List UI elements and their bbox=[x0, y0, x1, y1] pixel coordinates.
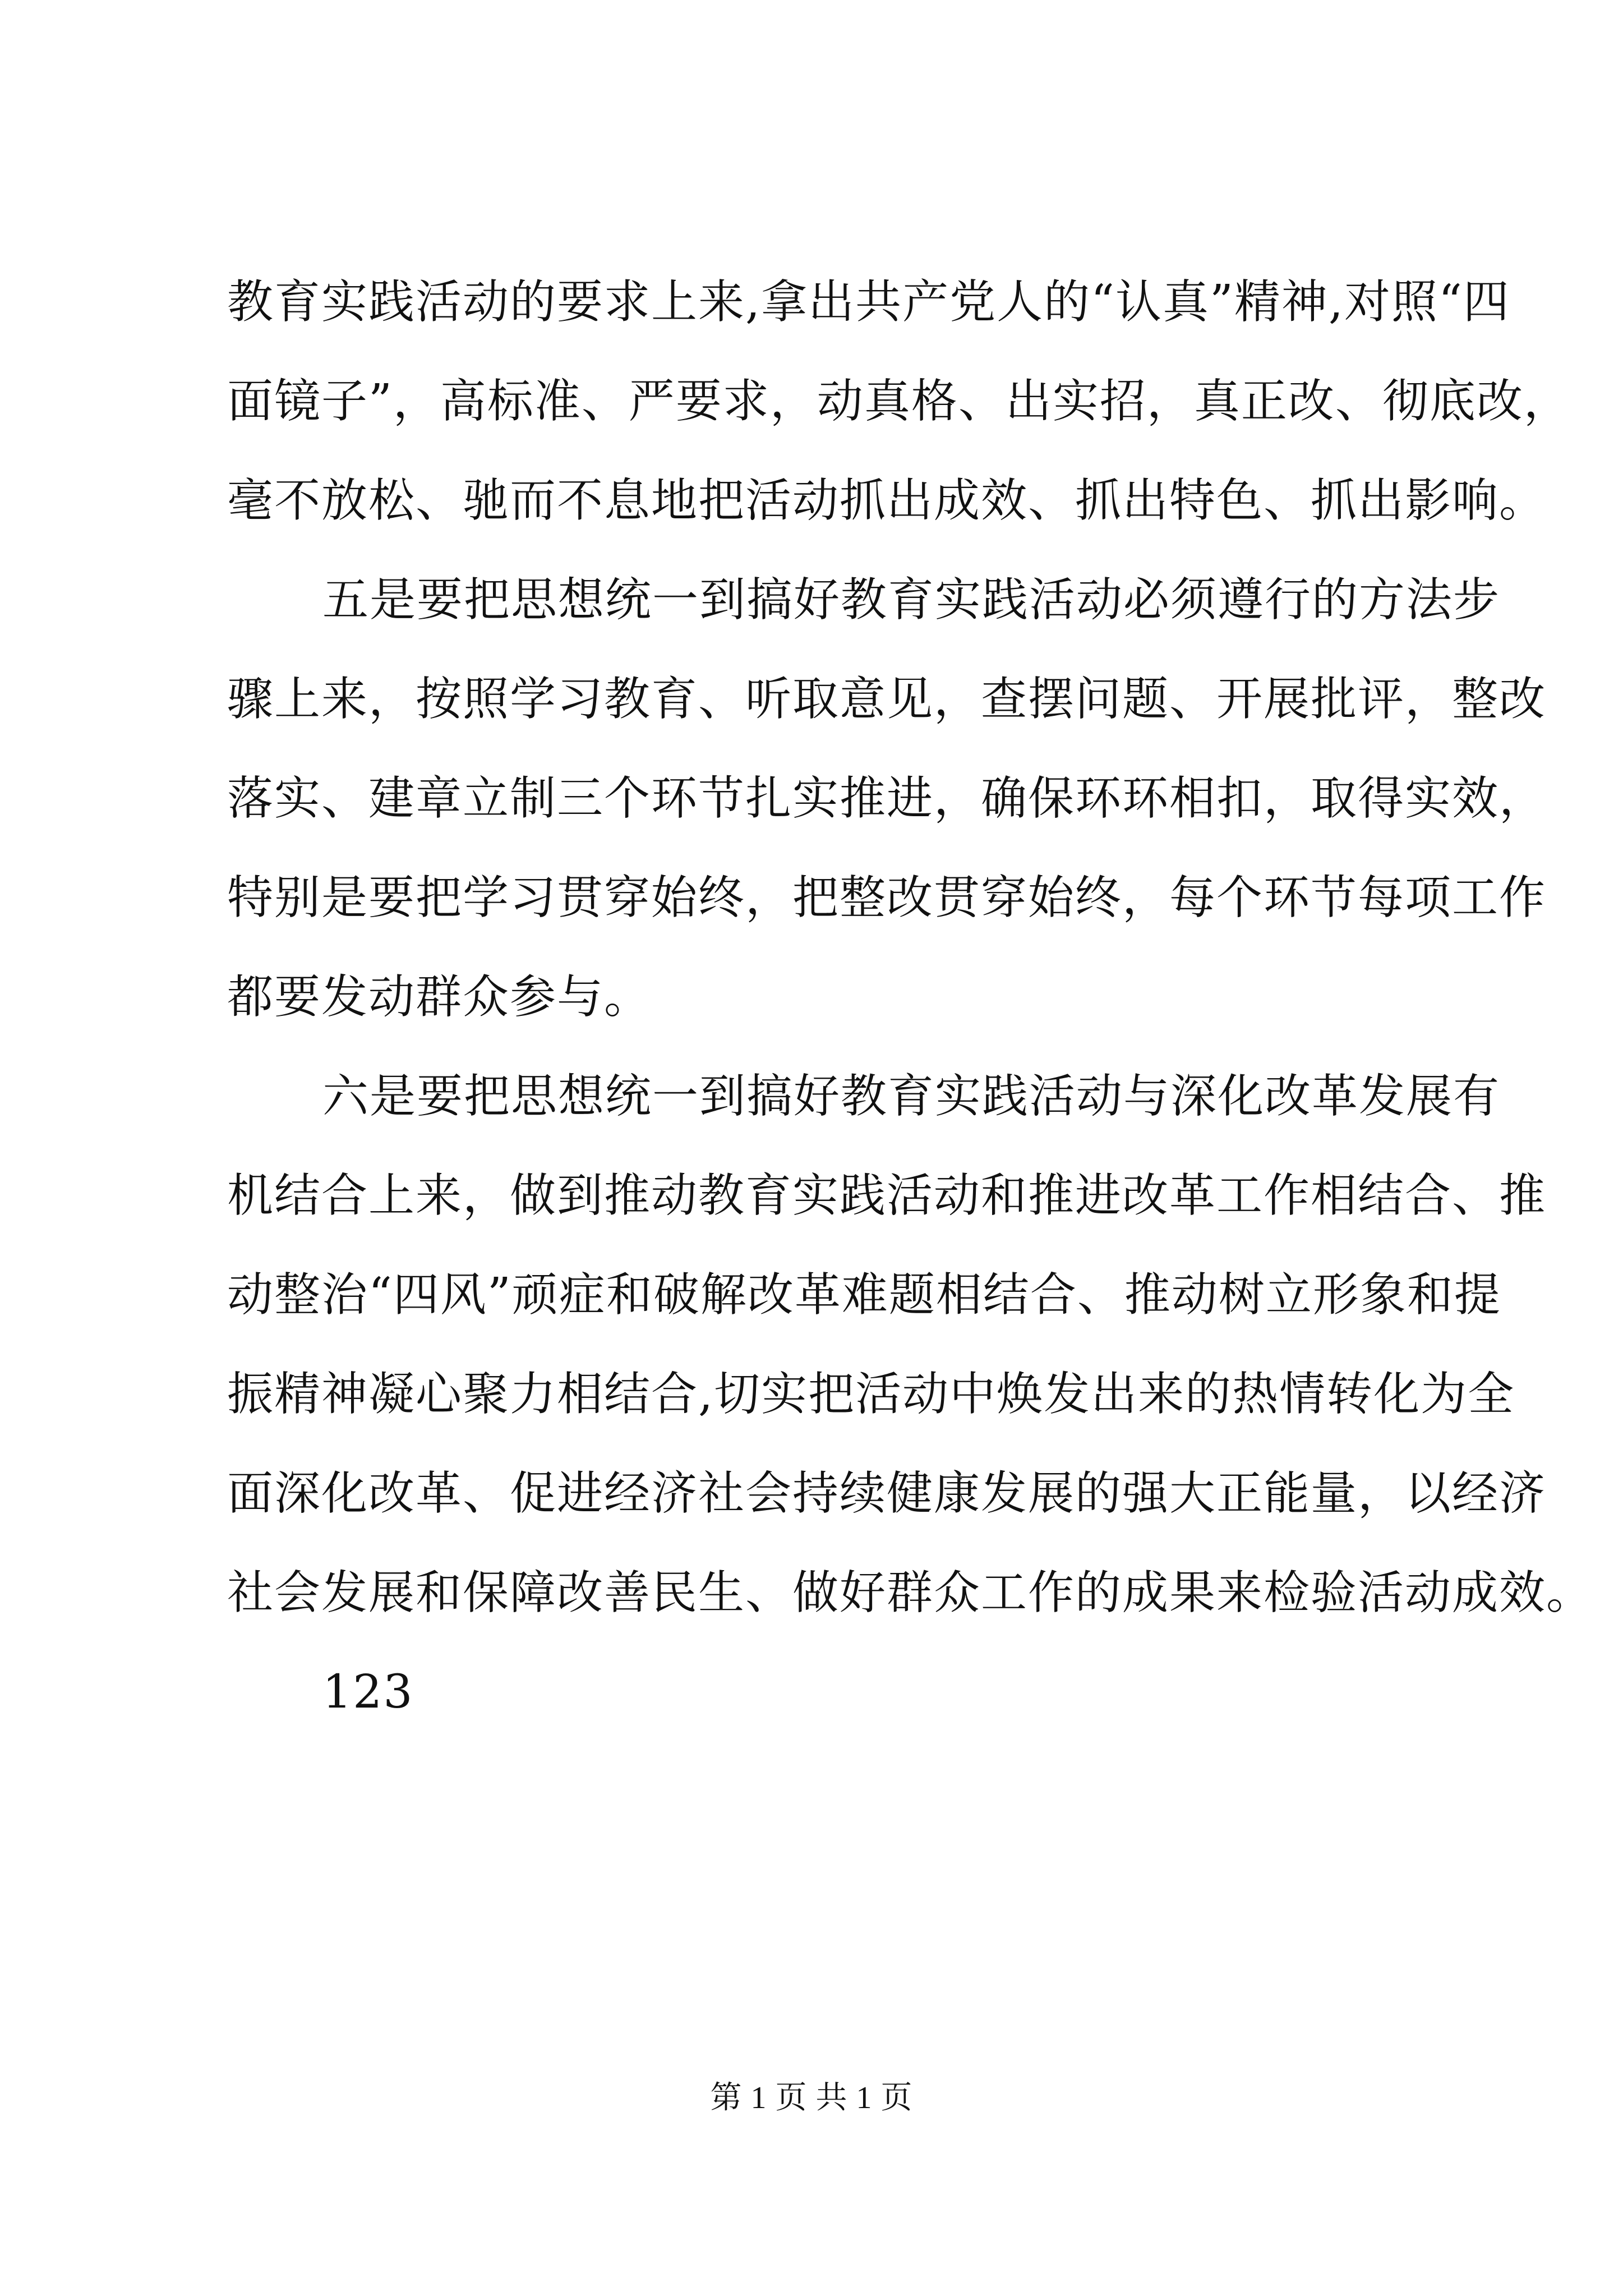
text-line: 动整治“四风”顽症和破解改革难题相结合、推动树立形象和提 bbox=[227, 1268, 1501, 1322]
text-line: 面镜子”，高标准、严要求，动真格、出实招，真正改、彻底改， bbox=[227, 375, 1571, 428]
text-line: 社会发展和保障改善民生、做好群众工作的成果来检验活动成效。 bbox=[227, 1566, 1594, 1619]
text-line: 机结合上来，做到推动教育实践活动和推进改革工作相结合、推 bbox=[227, 1169, 1547, 1222]
text-line: 教育实践活动的要求上来,拿出共产党人的“认真”精神,对照“四 bbox=[227, 275, 1510, 329]
paragraph-number-text: 123 bbox=[322, 1665, 414, 1719]
paragraph-first-line: 五是要把思想统一到搞好教育实践活动必须遵行的方法步 bbox=[322, 573, 1501, 627]
text-line: 毫不放松、驰而不息地把活动抓出成效、抓出特色、抓出影响。 bbox=[227, 474, 1547, 527]
text-line: 都要发动群众参与。 bbox=[227, 970, 652, 1024]
page-footer: 第 1 页 共 1 页 bbox=[710, 2081, 913, 2115]
paragraph-first-line: 六是要把思想统一到搞好教育实践活动与深化改革发展有 bbox=[322, 1070, 1501, 1123]
text-line: 面深化改革、促进经济社会持续健康发展的强大正能量，以经济 bbox=[227, 1467, 1547, 1520]
text-line: 骤上来，按照学习教育、听取意见，查摆问题、开展批评，整改 bbox=[227, 673, 1547, 726]
document-body bbox=[227, 252, 1594, 1742]
text-line: 振精神凝心聚力相结合,切实把活动中焕发出来的热情转化为全 bbox=[227, 1368, 1515, 1421]
text-line: 落实、建章立制三个环节扎实推进，确保环环相扣，取得实效， bbox=[227, 772, 1547, 825]
text-line: 特别是要把学习贯穿始终，把整改贯穿始终，每个环节每项工作 bbox=[227, 871, 1547, 924]
